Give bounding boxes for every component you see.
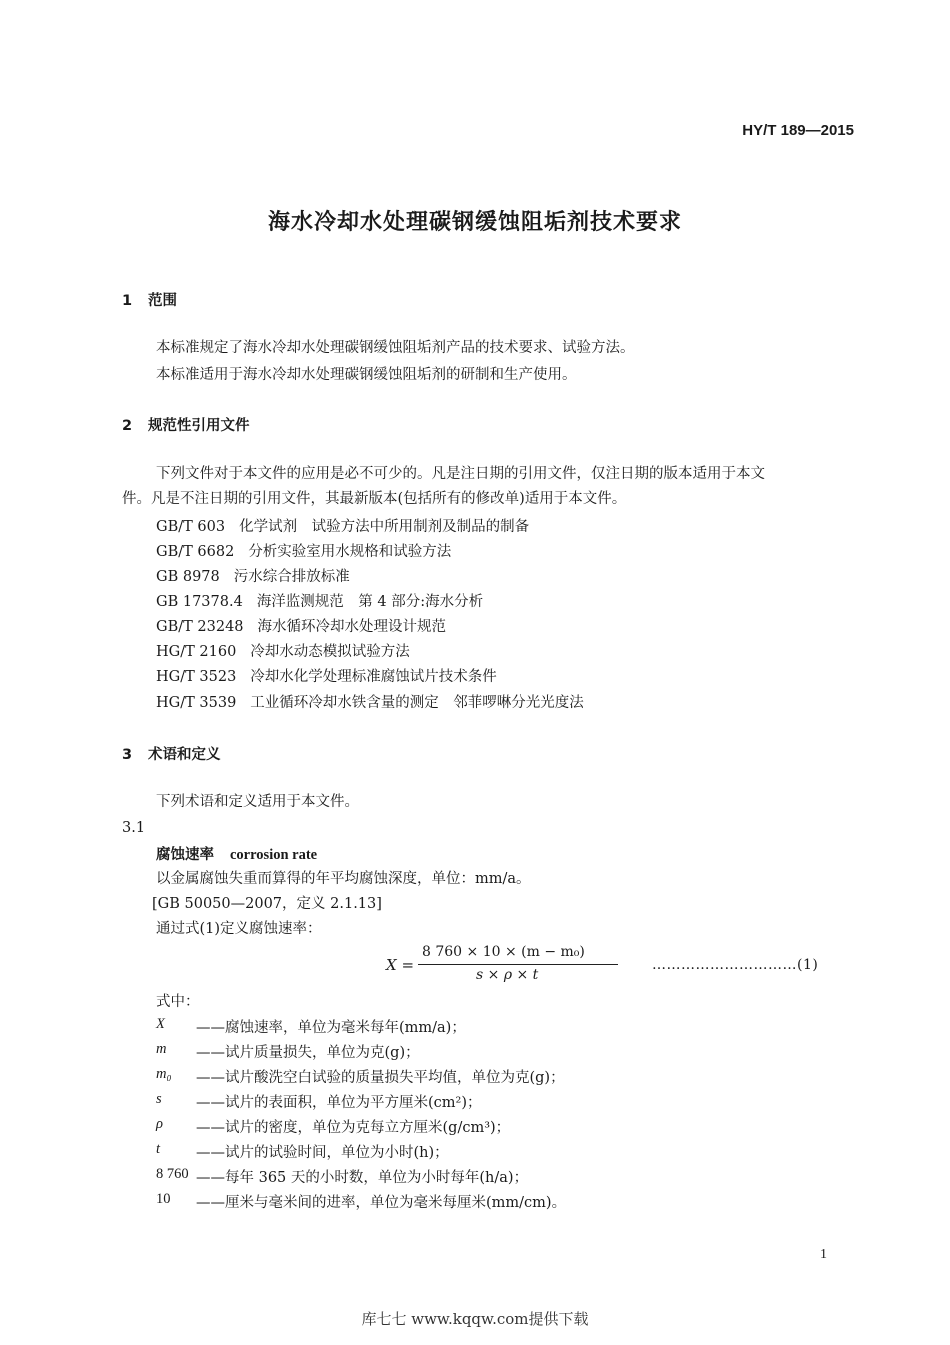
reference-item: [156, 515, 529, 536]
variable-symbol: s: [156, 1091, 162, 1107]
section-3-heading: [122, 743, 221, 764]
reference-code: GB/T 603: [156, 519, 226, 535]
reference-item: [156, 665, 497, 686]
section-number: 3: [122, 747, 133, 763]
reference-code: HG/T 3539: [156, 695, 237, 711]
document-title: 海水冷却水处理碳钢缓蚀阻垢剂技术要求: [267, 210, 682, 235]
variable-symbol: 10: [156, 1191, 171, 1207]
reference-item: [156, 640, 410, 661]
reference-code: GB 17378.4: [156, 594, 243, 610]
variable-symbol: m₀: [156, 1066, 172, 1082]
section-1-paragraph-2: 本标准适用于海水冷却水处理碳钢缓蚀阻垢剂的研制和生产使用。: [156, 367, 577, 383]
standard-code: HY/T 189—2015: [742, 122, 854, 139]
variable-definition: ——试片的表面积，单位为平方厘米(cm²)；: [196, 1095, 482, 1111]
reference-code: HG/T 2160: [156, 644, 237, 660]
reference-item: [156, 691, 584, 712]
reference-title: 海水循环冷却水处理设计规范: [257, 619, 447, 635]
reference-item: [156, 590, 483, 611]
reference-code: GB/T 6682: [156, 544, 235, 560]
reference-code: GB/T 23248: [156, 619, 244, 635]
term-english: corrosion rate: [230, 847, 318, 863]
variable-definition: ——试片酸洗空白试验的质量损失平均值，单位为克(g)；: [196, 1070, 565, 1086]
equation-number: …………………………(1): [652, 957, 819, 973]
variable-definition: ——腐蚀速率，单位为毫米每年(mm/a)；: [196, 1020, 466, 1036]
reference-title: 工业循环冷却水铁含量的测定 邻菲啰啉分光光度法: [250, 695, 584, 711]
section-1-paragraph-1: 本标准规定了海水冷却水处理碳钢缓蚀阻垢剂产品的技术要求、试验方法。: [156, 340, 635, 356]
page-number: 1: [820, 1247, 827, 1262]
reference-title: 污水综合排放标准: [233, 569, 350, 585]
formula-denominator: s × ρ × t: [476, 967, 539, 983]
download-footer: 库七七 www.kqqw.com提供下载: [361, 1310, 589, 1328]
section-title: 范围: [148, 293, 177, 309]
reference-title: 冷却水化学处理标准腐蚀试片技术条件: [250, 669, 497, 685]
reference-title: 化学试剂 试验方法中所用制剂及制品的制备: [239, 519, 530, 535]
formula-lhs: X =: [386, 956, 415, 974]
section-2-heading: [122, 414, 250, 435]
term-chinese: 腐蚀速率: [156, 847, 214, 863]
section-1-heading: [122, 289, 177, 310]
variable-definition: ——试片的试验时间，单位为小时(h)；: [196, 1145, 449, 1161]
variable-symbol: X: [156, 1016, 165, 1032]
term-entry: [156, 843, 317, 864]
reference-code: HG/T 3523: [156, 669, 237, 685]
variable-symbol: ρ: [156, 1116, 163, 1132]
variable-symbol: m: [156, 1041, 167, 1057]
term-definition: 以金属腐蚀失重而算得的年平均腐蚀深度，单位：mm/a。: [156, 871, 531, 887]
reference-item: [156, 565, 350, 586]
term-source: [GB 50050—2007，定义 2.1.13]: [152, 896, 382, 912]
reference-title: 分析实验室用水规格和试验方法: [248, 544, 452, 560]
subsection-number: 3.1: [122, 820, 146, 836]
section-number: 2: [122, 418, 133, 434]
variable-symbol: t: [156, 1141, 161, 1157]
section-2-intro-line-1: 下列文件对于本文件的应用是必不可少的。凡是注日期的引用文件，仅注日期的版本适用于本文: [156, 466, 765, 482]
section-number: 1: [122, 293, 133, 309]
section-title: 规范性引用文件: [148, 418, 250, 434]
reference-code: GB 8978: [156, 569, 220, 585]
variable-definition: ——试片的密度，单位为克每立方厘米(g/cm³)；: [196, 1120, 511, 1136]
fraction-bar: [418, 964, 618, 965]
reference-item: [156, 540, 451, 561]
section-title: 术语和定义: [148, 747, 221, 763]
variable-definition: ——试片质量损失，单位为克(g)；: [196, 1045, 420, 1061]
section-2-intro-line-2: 件。凡是不注日期的引用文件，其最新版本(包括所有的修改单)适用于本文件。: [122, 491, 627, 507]
formula-intro: 通过式(1)定义腐蚀速率：: [156, 921, 322, 937]
variable-symbol: 8 760: [156, 1166, 189, 1182]
reference-title: 冷却水动态模拟试验方法: [250, 644, 410, 660]
reference-item: [156, 615, 446, 636]
variable-definition: ——厘米与毫米间的进率，单位为毫米每厘米(mm/cm)。: [196, 1195, 567, 1211]
formula-numerator: 8 760 × 10 × (m − m₀): [422, 944, 585, 960]
where-label: 式中：: [156, 994, 200, 1010]
section-3-intro: 下列术语和定义适用于本文件。: [156, 794, 359, 810]
reference-title: 海洋监测规范 第 4 部分:海水分析: [256, 594, 484, 610]
variable-definition: ——每年 365 天的小时数，单位为小时每年(h/a)；: [196, 1170, 529, 1186]
